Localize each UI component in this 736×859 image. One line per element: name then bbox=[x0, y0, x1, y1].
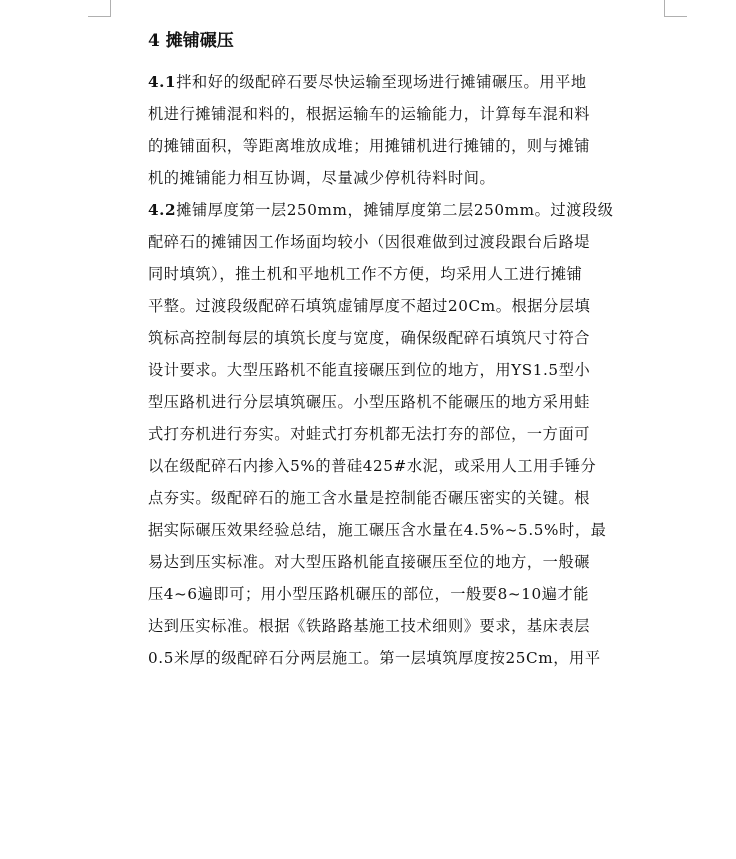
crop-mark-top-left bbox=[88, 0, 111, 17]
document-body bbox=[148, 28, 668, 674]
text-line bbox=[148, 66, 668, 98]
paragraph-4-2 bbox=[148, 194, 668, 674]
text-line: 点夯实。级配碎石的施工含水量是控制能否碾压密实的关键。根 bbox=[148, 489, 591, 507]
text-line: 据实际碾压效果经验总结，施工碾压含水量在4.5%~5.5%时，最 bbox=[148, 521, 607, 539]
text-line: 压4~6遍即可；用小型压路机碾压的部位，一般要8~10遍才能 bbox=[148, 585, 590, 603]
text-line: 机进行摊铺混和料的，根据运输车的运输能力，计算每车混和料 bbox=[148, 105, 591, 123]
text-line bbox=[148, 194, 668, 226]
text-line: 易达到压实标准。对大型压路机能直接碾压至位的地方，一般碾 bbox=[148, 553, 591, 571]
section-heading: 4 摊铺碾压 bbox=[148, 31, 234, 51]
text-line: 平整。过渡段级配碎石填筑虚铺厚度不超过20Cm。根据分层填 bbox=[148, 297, 591, 315]
text-line: 同时填筑），推土机和平地机工作不方便，均采用人工进行摊铺 bbox=[148, 265, 583, 283]
line-text: 摊铺厚度第一层250mm，摊铺厚度第二层250mm。过渡段级 bbox=[176, 201, 614, 219]
text-line: 机的摊铺能力相互协调，尽量减少停机待料时间。 bbox=[148, 169, 496, 187]
text-line: 筑标高控制每层的填筑长度与宽度，确保级配碎石填筑尺寸符合 bbox=[148, 329, 591, 347]
text-line: 式打夯机进行夯实。对蛙式打夯机都无法打夯的部位，一方面可 bbox=[148, 425, 591, 443]
text-line: 设计要求。大型压路机不能直接碾压到位的地方，用YS1.5型小 bbox=[148, 361, 591, 379]
text-line: 以在级配碎石内掺入5%的普硅425#水泥，或采用人工用手锤分 bbox=[148, 457, 597, 475]
crop-mark-top-right bbox=[664, 0, 687, 17]
text-line: 0.5米厚的级配碎石分两层施工。第一层填筑厚度按25Cm，用平 bbox=[148, 649, 601, 667]
paragraph-number: 4.1 bbox=[148, 73, 177, 91]
text-line: 型压路机进行分层填筑碾压。小型压路机不能碾压的地方采用蛙 bbox=[148, 393, 591, 411]
text-line: 达到压实标准。根据《铁路路基施工技术细则》要求，基床表层 bbox=[148, 617, 591, 635]
line-text: 拌和好的级配碎石要尽快运输至现场进行摊铺碾压。用平地 bbox=[176, 73, 587, 91]
text-line: 配碎石的摊铺因工作场面均较小（因很难做到过渡段跟台后路堤 bbox=[148, 233, 591, 251]
paragraph-4-1 bbox=[148, 66, 668, 194]
paragraph-number: 4.2 bbox=[148, 201, 177, 219]
text-line: 的摊铺面积，等距离堆放成堆；用摊铺机进行摊铺的，则与摊铺 bbox=[148, 137, 591, 155]
